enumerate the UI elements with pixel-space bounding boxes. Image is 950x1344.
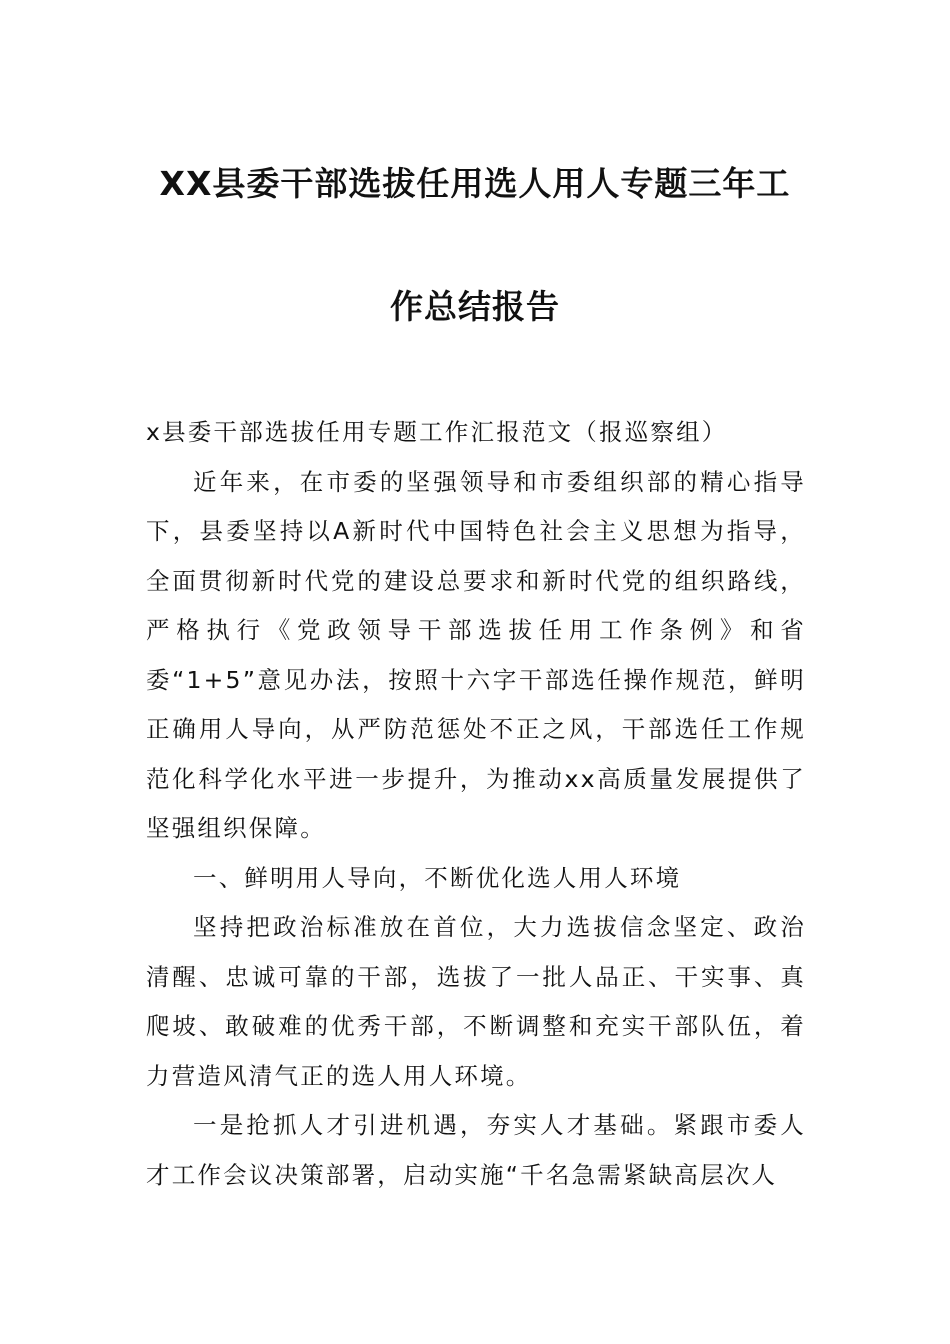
paragraph-point-1: 一是抢抓人才引进机遇，夯实人才基础。紧跟市委人才工作会议决策部署，启动实施“千名急需紧缺高层次人: [146, 1111, 806, 1189]
document-title-line-1: XX县委干部选拔任用选人用人专题三年工: [159, 164, 791, 203]
paragraph-intro: 近年来，在市委的坚强领导和市委组织部的精心指导下，县委坚持以A新时代中国特色社会主义思想为指导，全面贯彻新时代党的建设总要求和新时代党的组织路线，严格执行《党政领导干部选拔任用工作条例》和省委“1+5”意见办法，按照十六字干部选任操作规范，鲜明正确用人导向，从严防范惩处不正之风，干部选任工作规范化科学化水平进一步提升，为推动xx高质量发展提供了坚强组织保障。: [146, 467, 806, 842]
document-subtitle: x县委干部选拔任用专题工作汇报范文（报巡察组）: [146, 418, 728, 446]
document-title-line-2: 作总结报告: [390, 287, 560, 326]
paragraph-section-1: 坚持把政治标准放在首位，大力选拔信念坚定、政治清醒、忠诚可靠的干部，选拔了一批人品正、干实事、真爬坡、敢破难的优秀干部，不断调整和充实干部队伍，着力营造风清气正的选人用人环境。: [146, 913, 806, 1090]
section-heading-1: 一、鲜明用人导向，不断优化选人用人环境: [193, 863, 682, 892]
document-body: [146, 408, 806, 1200]
